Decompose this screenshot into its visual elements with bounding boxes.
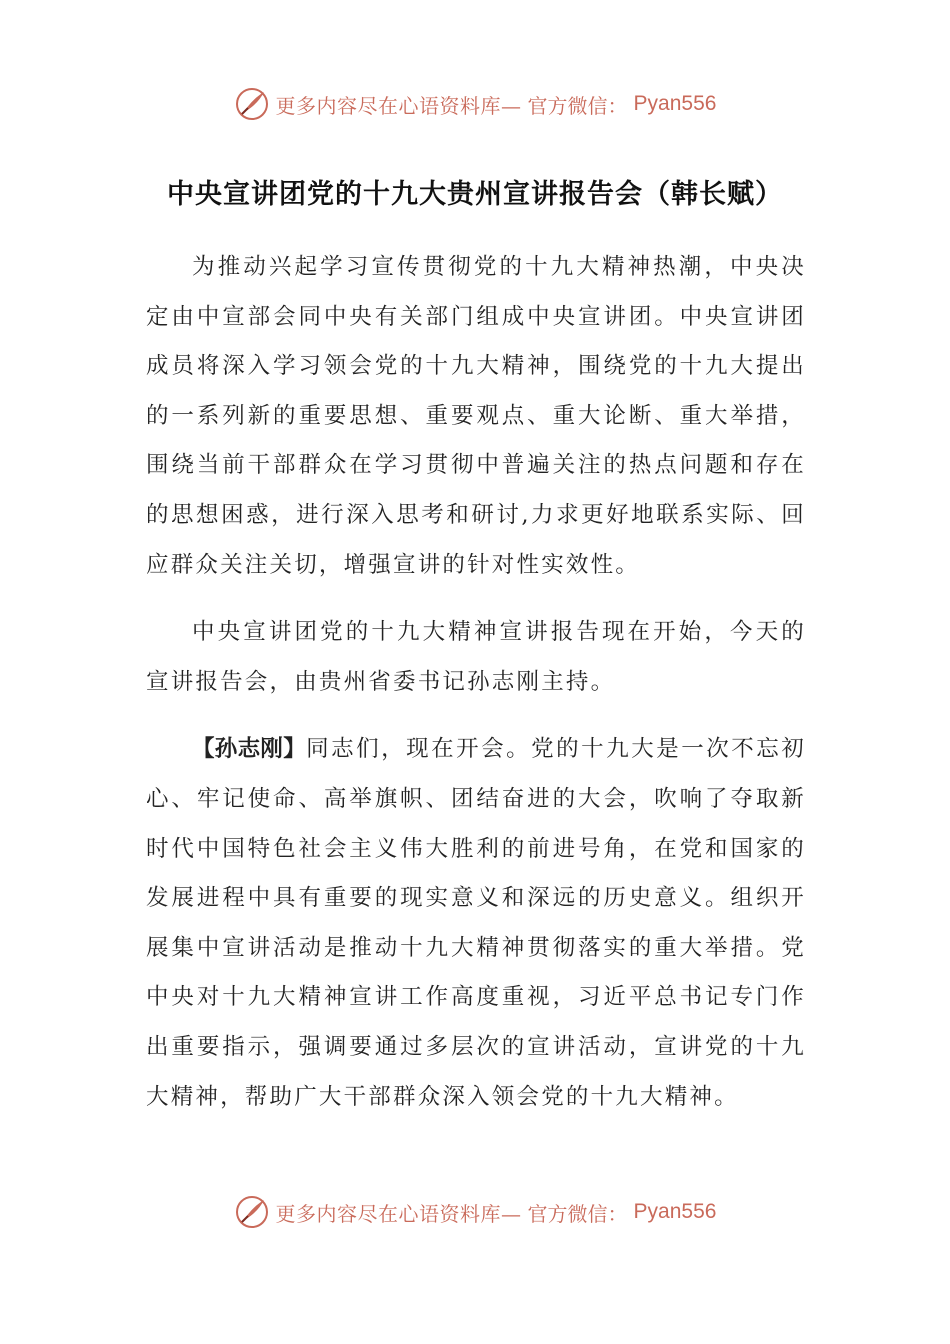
- document-title: 中央宣讲团党的十九大贵州宣讲报告会（韩长赋）: [167, 179, 783, 210]
- document-body: [146, 243, 806, 1140]
- speech-text: 同志们，现在开会。党的十九大是一次不忘初心、牢记使命、高举旗帜、团结奋进的大会，吹响了夺取新时代中国特色社会主义伟大胜利的前进号角，在党和国家的发展进程中具有重要的现实意义和深远的历史意义。组织开展集中宣讲活动是推动十九大精神贯彻落实的重大举措。党中央对十九大精神宣讲工作高度重视，习近平总书记专门作出重要指示，强调要通过多层次的宣讲活动，宣讲党的十九大精神，帮助广大干部群众深入领会党的十九大精神。: [146, 736, 806, 1110]
- watermark-text: 更多内容尽在心语资料库—: [275, 93, 522, 118]
- speaker-name: 【孙志刚】: [192, 736, 307, 763]
- paragraph-speech: [146, 725, 806, 1122]
- quill-pen-logo-icon: [234, 1194, 270, 1230]
- watermark-wechat-label: 官方微信：: [527, 1201, 628, 1226]
- paragraph-opening: 中央宣讲团党的十九大精神宣讲报告现在开始，今天的宣讲报告会，由贵州省委书记孙志刚主持。: [146, 619, 806, 695]
- header-watermark: [0, 84, 950, 124]
- watermark-wechat-id: Pyan556: [633, 1200, 717, 1223]
- quill-pen-logo-icon: [234, 86, 270, 122]
- watermark-text: 更多内容尽在心语资料库—: [275, 1201, 522, 1226]
- paragraph-intro: 为推动兴起学习宣传贯彻党的十九大精神热潮，中央决定由中宣部会同中央有关部门组成中央宣讲团。中央宣讲团成员将深入学习领会党的十九大精神，围绕党的十九大提出的一系列新的重要思想、重要观点、重大论断、重大举措，围绕当前干部群众在学习贯彻中普遍关注的热点问题和存在的思想困惑，进行深入思考和研讨,力求更好地联系实际、回应群众关注关切，增强宣讲的针对性实效性。: [146, 254, 806, 578]
- footer-watermark: [0, 1192, 950, 1232]
- watermark-wechat-id: Pyan556: [633, 92, 717, 115]
- watermark-wechat-label: 官方微信：: [527, 93, 628, 118]
